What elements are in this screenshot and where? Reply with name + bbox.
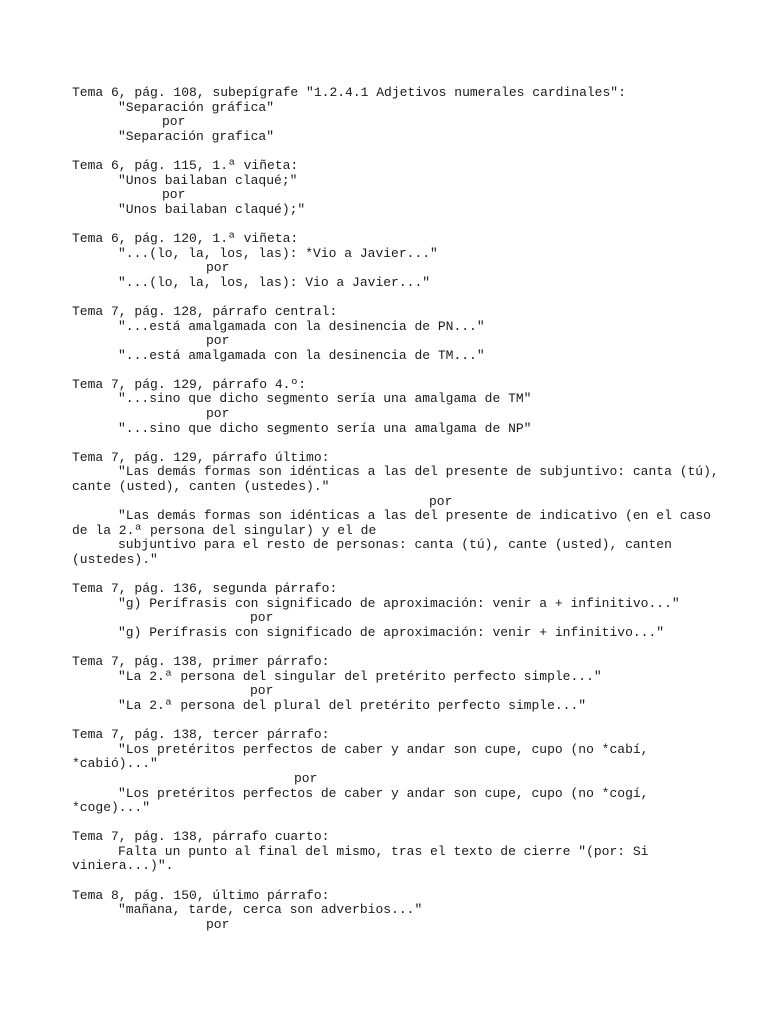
corrected-text: "...sino que dicho segmento sería una amalgama de NP" <box>118 420 532 436</box>
por-connector: por <box>162 187 186 203</box>
entry-heading: Tema 6, pág. 115, 1.ª viñeta: <box>72 157 299 173</box>
entry-heading: Tema 7, pág. 128, párrafo central: <box>72 303 338 319</box>
por-connector: por <box>294 770 318 786</box>
correction-entry <box>72 889 732 933</box>
correction-entry <box>72 305 732 363</box>
entry-heading: Tema 7, pág. 138, tercer párrafo: <box>72 727 330 743</box>
original-text: "g) Perífrasis con significado de aproximación: venir a + infinitivo..." <box>118 595 680 611</box>
corrected-text-continued: subjuntivo para el resto de personas: canta (tú), cante (usted), canten (ustedes)." <box>72 537 680 567</box>
por-connector: por <box>162 114 186 130</box>
corrected-text: "...(lo, la, los, las): Vio a Javier..." <box>118 274 431 290</box>
por-connector: por <box>250 683 274 699</box>
original-text: "Separación gráfica" <box>118 99 275 115</box>
entry-heading: Tema 7, pág. 129, párrafo último: <box>72 449 330 465</box>
original-text: "mañana, tarde, cerca son adverbios..." <box>118 902 423 918</box>
original-text: "...está amalgamada con la desinencia de PN..." <box>118 318 485 334</box>
corrected-text: "...está amalgamada con la desinencia de TM..." <box>118 347 485 363</box>
entry-heading: Tema 8, pág. 150, último párrafo: <box>72 887 330 903</box>
corrected-text: "g) Perífrasis con significado de aproximación: venir + infinitivo..." <box>118 624 665 640</box>
por-connector: por <box>206 260 230 276</box>
original-text: "Las demás formas son idénticas a las del presente de subjuntivo: canta (tú), cante (usted), canten (ustedes)." <box>72 464 727 495</box>
correction-entry <box>72 728 732 816</box>
original-text: "La 2.ª persona del singular del pretérito perfecto simple..." <box>118 668 602 684</box>
entry-heading: Tema 6, pág. 120, 1.ª viñeta: <box>72 230 299 246</box>
por-connector: por <box>206 916 230 932</box>
corrected-text: "Unos bailaban claqué);" <box>118 201 306 217</box>
original-text: "...sino que dicho segmento sería una amalgama de TM" <box>118 391 532 407</box>
entry-heading: Tema 6, pág. 108, subepígrafe "1.2.4.1 Adjetivos numerales cardinales": <box>72 85 626 100</box>
correction-entry <box>72 232 732 290</box>
corrected-text: "Las demás formas son idénticas a las del presente de indicativo (en el caso de la 2.ª persona del singular) y el de <box>72 508 719 538</box>
por-connector: por <box>206 406 230 422</box>
corrected-text: "Separación grafica" <box>118 128 275 144</box>
correction-entry <box>72 655 732 713</box>
correction-entry <box>72 159 732 217</box>
por-connector: por <box>429 493 453 509</box>
por-connector: por <box>250 610 274 626</box>
correction-entry <box>72 451 732 568</box>
entry-heading: Tema 7, pág. 129, párrafo 4.º: <box>72 376 307 392</box>
corrected-text: "La 2.ª persona del plural del pretérito perfecto simple..." <box>118 697 587 713</box>
entry-heading: Tema 7, pág. 138, párrafo cuarto: <box>72 829 330 845</box>
original-text: "Unos bailaban claqué;" <box>118 172 298 188</box>
original-text: "...(lo, la, los, las): *Vio a Javier..." <box>118 245 438 261</box>
entry-heading: Tema 7, pág. 136, segunda párrafo: <box>72 581 338 597</box>
correction-entry <box>72 582 732 640</box>
original-text: "Los pretéritos perfectos de caber y andar son cupe, cupo (no *cabí, *cabió)..." <box>72 741 657 772</box>
document-body <box>72 86 732 947</box>
note-text: Falta un punto al final del mismo, tras el texto de cierre "(por: Si viniera...)". <box>72 843 657 874</box>
corrected-text: "Los pretéritos perfectos de caber y andar son cupe, cupo (no *cogí, *coge)..." <box>72 785 657 816</box>
por-connector: por <box>206 333 230 349</box>
correction-entry <box>72 830 732 874</box>
correction-entry <box>72 86 732 144</box>
entry-heading: Tema 7, pág. 138, primer párrafo: <box>72 654 330 670</box>
correction-entry <box>72 378 732 436</box>
